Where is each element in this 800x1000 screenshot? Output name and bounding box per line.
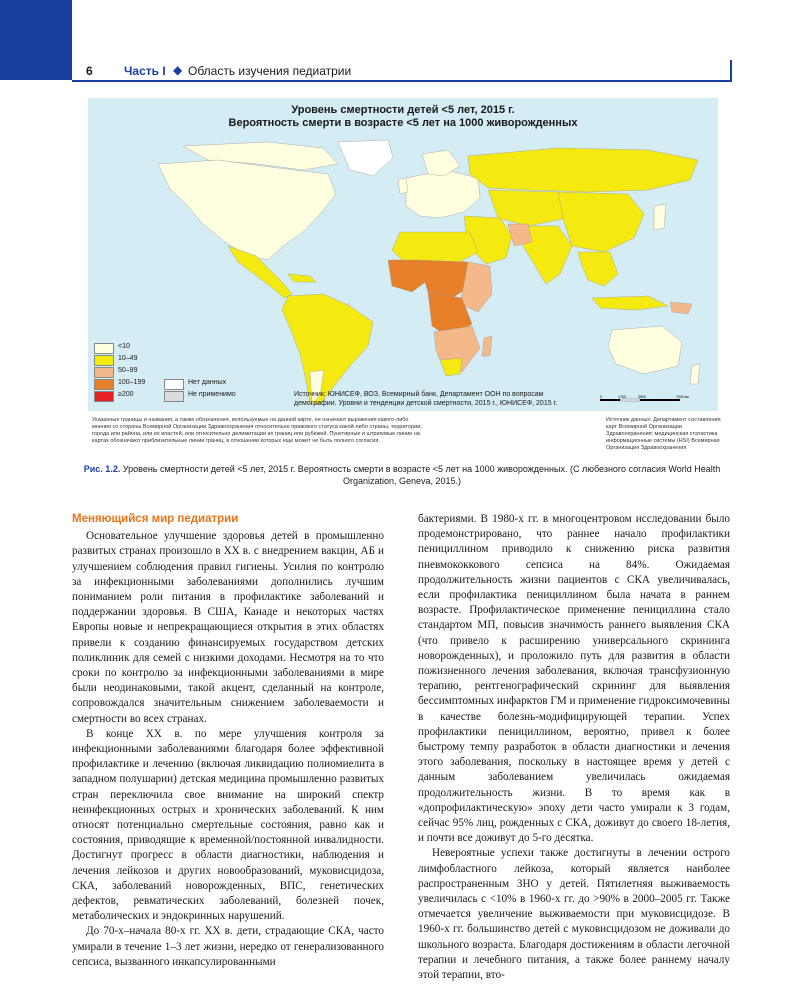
- south-america: [282, 294, 373, 404]
- paragraph: В конце XX в. по мере улучшения контроля за инфекционными заболеваниями благодаря более эффективной профилактике и лечению (включая ликвидацию полиомиелита в западном полушарии) детская медицина промышленно развитых стран переключила свое внимание на широкий спектр неинфекционных острых и хронических заболеваний. К ним относят потенциально смертельные состояния, равно как и состояния, приводящие к временной/постоянной инвалидности. Достигнут прогресс в области диагностики, наблюдения и лечения лейкозов и других новообразований, муковисцидоза, СКА, заболеваний новорожденных, ВПС, генетических дефектов, ревматических заболеваний, болезней почек, метаболических и эндокринных нарушений.: [72, 727, 384, 923]
- text-column-left: [72, 512, 384, 970]
- legend-extra-row: [164, 389, 274, 401]
- map-data-source: Источник данных: Департамент составления карт Всемирной Организации Здравоохранения: медицинская статистика информационные системы (HSI) Всемирная Организация Здравоохранения: [606, 417, 721, 451]
- legend-label: 50–99: [118, 367, 138, 374]
- japan: [654, 204, 666, 230]
- papua: [670, 302, 692, 314]
- source-line: Источник: ЮНИСЕФ, ВОЗ, Всемирный банк, Департамент ООН по вопросам: [294, 391, 544, 398]
- legend-label: 100–199: [118, 379, 146, 386]
- caribbean: [288, 274, 316, 282]
- page-number: 6: [86, 64, 93, 78]
- legend-label: ≥200: [118, 391, 134, 398]
- legend-swatch: [164, 391, 184, 402]
- paragraph: Основательное улучшение здоровья детей в промышленно развитых странах произошло в XX в. с внедрением вакцин, АБ и улучшением соблюдения правил гигиены. Усилия по контролю за инфекционными заболеваниями дополнились лучшим пониманием роли питания в профилактике заболеваний и поддержании здоровья. В США, Канаде и некоторых частях Европы новые и непрекращающиеся открытия в этих областях привели к созданию финансируемых государством детских поликлиник для семей с низкими доходами. Несмотря на то что сроки по контролю за инфекционными заболеваниями в мире были неодинаковыми, такой акцент, сделанный на контроле, сопровождался значительным снижением заболеваемости и смертности во всех странах.: [72, 530, 384, 725]
- madagascar: [482, 336, 492, 356]
- legend-row: [94, 389, 274, 401]
- north-africa: [392, 232, 478, 262]
- page-tab-marker: [0, 0, 72, 80]
- australia: [608, 326, 682, 374]
- figure-title-line1: Уровень смертности детей <5 лет, 2015 г.: [291, 104, 515, 116]
- diamond-icon: ◆: [173, 63, 183, 77]
- afghanistan-pakistan: [508, 224, 532, 246]
- legend-label: Нет данных: [188, 379, 227, 386]
- legend-label: <10: [118, 343, 130, 350]
- greenland: [338, 140, 393, 176]
- source-line: демографии. Уровни и тенденции детской смертности, 2015 г., ЮНИСЕФ, 2015 г.: [294, 400, 558, 407]
- indonesia: [592, 296, 668, 310]
- south-africa: [440, 358, 462, 376]
- figure-title-line2: Вероятность смерти в возрасте <5 лет на 1000 живорожденных: [228, 117, 578, 129]
- paragraph: бактериями. В 1980-х гг. в многоцентровом исследовании было продемонстрировано, что раннее начало профилактики пенициллином приводило к снижению риска развития пневмококкового сепсиса на 84%. Ожидаемая продолжительность жизни пациентов с СКА увеличивалась, если профилактика пенициллином была начата в раннем возрасте. Профилактическое применение пенициллина стало стандартом МП, повысив значимость раннего выявления СКА (что привело к расширению универсального скрининга новорожденных), и проложило путь для развития в области пожизненного лечения заболевания, включая трансфузионную терапию, рентгенографический скрининг для выявления бессимптомных инфарктов ГМ и применение гидроксимочевины в качестве болезнь-модифицирующей терапии. Успех профилактики пенициллином, вероятно, привел к более быстрому темпу разработок в области диагностики и лечения этого заболевания, поскольку в настоящее время у детей с данным заболеванием увеличилась ожидаемая продолжительность жизни. В то время как в «допрофилактическую» эпоху дети часто умирали к 3 годам, сейчас 95% лиц, рожденных с СКА, доживут до своего 18-летия, и почти все доживут до 5-го десятка.: [418, 513, 730, 845]
- map-source: [294, 390, 594, 408]
- europe: [406, 170, 480, 218]
- caption-text: Уровень смертности детей <5 лет, 2015 г. Вероятность смерти в возрасте <5 лет на 1000 живорожденных. (С любезного согласия World Health Organization, Geneva, 2015.): [120, 464, 721, 486]
- section-title: Область изучения педиатрии: [188, 64, 352, 78]
- legend-label: Не применимо: [188, 391, 236, 398]
- scale-label: 3500: [638, 395, 646, 399]
- text-column-right: [418, 512, 730, 983]
- legend-swatch: [94, 391, 114, 402]
- scale-label: 0: [600, 395, 602, 399]
- caption-label: Рис. 1.2.: [83, 464, 121, 474]
- russia: [468, 148, 698, 192]
- paragraph: До 70-х–начала 80-х гг. XX в. дети, страдающие СКА, часто умирали в течение 1–3 лет жизни, нередко от генерализованного сепсиса, вызванного инкапсулированными: [72, 925, 384, 968]
- legend-extra-row: [164, 377, 274, 389]
- map-legend: [94, 341, 274, 401]
- part-label: Часть I: [124, 64, 166, 78]
- legend-label: 10–49: [118, 355, 138, 362]
- header-rule: [72, 80, 732, 82]
- running-header: [72, 60, 732, 82]
- legend-row: [94, 365, 274, 377]
- scale-bar: [598, 394, 708, 402]
- legend-row: [94, 341, 274, 353]
- world-map-figure: [88, 98, 718, 411]
- uk: [398, 178, 408, 194]
- legend-row: [94, 377, 274, 389]
- legend-row: [94, 353, 274, 365]
- new-zealand: [690, 364, 700, 384]
- china: [558, 192, 644, 252]
- scale-label: 7000 км: [676, 395, 689, 399]
- map-disclaimer: Указанные границы и названия, а также обозначения, используемые на данной карте, не означают выражения какого-либо мнения со стороны Всемирной Организации Здравоохранения относительно правового статуса какой-либо страны, территории, города или района, или их властей, или относительно делимитации их границ или рубежей. Пунктирные и штриховые линии на картах обозначают приблизительные линии границ, в отношении которых еще может не быть полного согласия.: [92, 417, 422, 444]
- scale-label: 1750: [618, 395, 626, 399]
- figure-caption: [72, 463, 732, 487]
- paragraph: Невероятные успехи также достигнуты в лечении острого лимфобластного лейкоза, который является наиболее распространенным ЗНО у детей. Пятилетняя выживаемость увеличилась с <10% в 1960-х гг. до >90% в 2000–2005 гг. Также отмечается увеличение выживаемости при муковисцидозе. В 1960-х гг. большинство детей с муковисцидозом не доживали до школьного возраста. Благодаря достижениям в области легочной терапии и лечебного питания, а также более раннему началу этой терапии, вто-: [418, 847, 730, 982]
- southeast-asia: [578, 252, 618, 286]
- north-america: [158, 160, 336, 260]
- header-rule-tick: [730, 60, 732, 82]
- section-heading: Меняющийся мир педиатрии: [72, 513, 239, 525]
- figure-title: [88, 104, 718, 130]
